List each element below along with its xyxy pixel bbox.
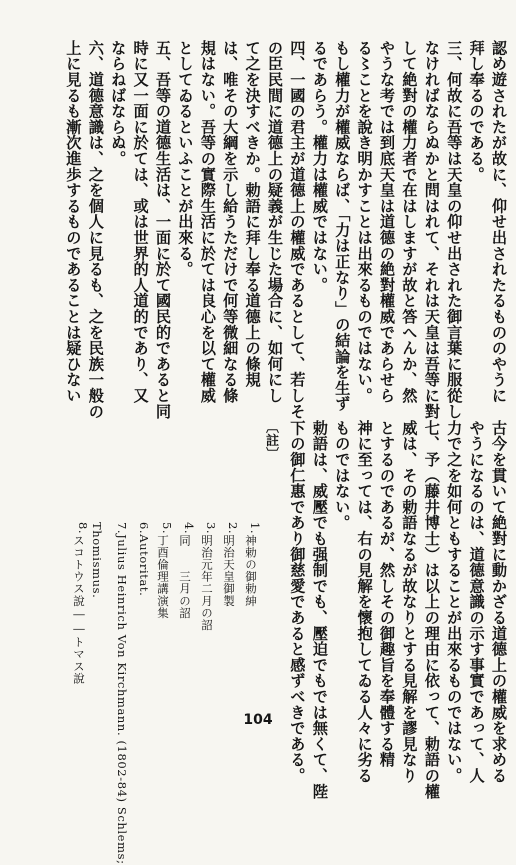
text-column: ならねばならぬ。 (109, 40, 128, 167)
text-column: 七、予（藤井博士）は以上の理由に依って、勅語の權 (422, 420, 441, 800)
text-column: 古今を貫いて絶對に動かざる道德上の權威を求める (490, 420, 508, 784)
note-number: 3. (204, 522, 218, 535)
note-number: 6. (137, 522, 151, 535)
note-text: 丁酉倫理講演集 (156, 534, 170, 619)
text-column: して絶對の權力者で在はしますが故と答へんか、然 (400, 40, 419, 404)
text-column: 上に見るも漸次進歩するものであることは疑ひない (64, 40, 83, 404)
note-text: Julius Heinrich Von Kirchmann. (1802-84) Schlems; (115, 534, 129, 865)
text-column: 勅語は、威壓でも强制でも、壓迫でもでは無くて、陛 (310, 420, 329, 800)
note-item (64, 522, 92, 684)
text-column: とするのであるが、然しその御趣旨を奉體する精 (378, 420, 396, 768)
note-text: Autoritat. (137, 534, 151, 597)
note-text: 明治元年二月の詔 (200, 534, 214, 631)
text-column: もし權力が權威ならば、「力は正なり」の結論を生ず (333, 40, 352, 412)
note-number: 1. (248, 522, 262, 535)
notes-heading: 〔註〕 (263, 420, 278, 461)
text-column: るであらう。權力は權威ではない。 (310, 40, 329, 293)
note-text: 同 三月の詔 (178, 534, 192, 619)
text-column: 時に又一面に於ては、或は世界的人道的であり、又 (131, 40, 150, 404)
note-text: 明治天皇御製 (222, 534, 236, 607)
text-column: なければならぬかと問はれて、それは天皇は吾等に對 (422, 40, 441, 420)
text-column: 下の御仁惠であり御慈愛であると感ずべきである。 (288, 420, 307, 784)
text-column: る〻ことを說き明かすことは出來るものではない。 (355, 40, 374, 404)
text-column: て之を決すべきか。勅語に拜し奉る道德上の條規 (243, 40, 262, 388)
text-column: やうになるのは、道德意識の示す事實であって、人 (467, 420, 486, 784)
text-column: 認め遊されたが故に、仰せ出されたるもののやうに (490, 40, 508, 404)
note-text: 神勅の御勅紳 (244, 534, 258, 607)
text-column: ものではない。 (333, 420, 352, 531)
text-column: やうな考では到底天皇は道德の絶對權威であらせら (378, 40, 396, 404)
text-column: 三、何故に吾等は天皇の仰せ出された御言葉に服從し (445, 40, 464, 420)
text-column: としてゐるといふことが出來る。 (176, 40, 195, 277)
note-number: 4. (182, 522, 196, 535)
text-column: 拜し奉るのである。 (467, 40, 486, 183)
note-number: 2. (226, 522, 240, 535)
text-column: 力で之を如何ともすることが出來るものではない。 (445, 420, 464, 784)
note-text: スコトウス說――トマス說 (72, 534, 86, 685)
text-column: 神に至っては、右の見解を懷抱してゐる人々に劣る (355, 420, 374, 784)
note-text: Thomismus. (90, 522, 104, 599)
text-column: 四、一國の君主が道德上の權威であるとして、若しそ (288, 40, 307, 420)
page-number: 104 (243, 712, 273, 728)
text-column: 威は、その勅語なるが故なりとする見解を謬見なり (400, 420, 419, 784)
text-column: 六、道德意識は、之を個人に見るも、之を民族一般の (86, 40, 105, 420)
text-column: は、唯その大綱を示し給うただけで何等微細なる條 (221, 40, 240, 404)
note-number: 8. (76, 522, 90, 535)
note-number: 7. (115, 522, 129, 535)
note-number: 5. (160, 522, 174, 535)
text-column: の臣民間に道德上の疑義が生じた場合に、如何にし (266, 40, 284, 404)
text-column: 規はない。吾等の實際生活に於ては良心を以て權威 (198, 40, 217, 404)
text-column: 五、吾等の道德生活は、一面に於て國民的であると同 (154, 40, 172, 420)
